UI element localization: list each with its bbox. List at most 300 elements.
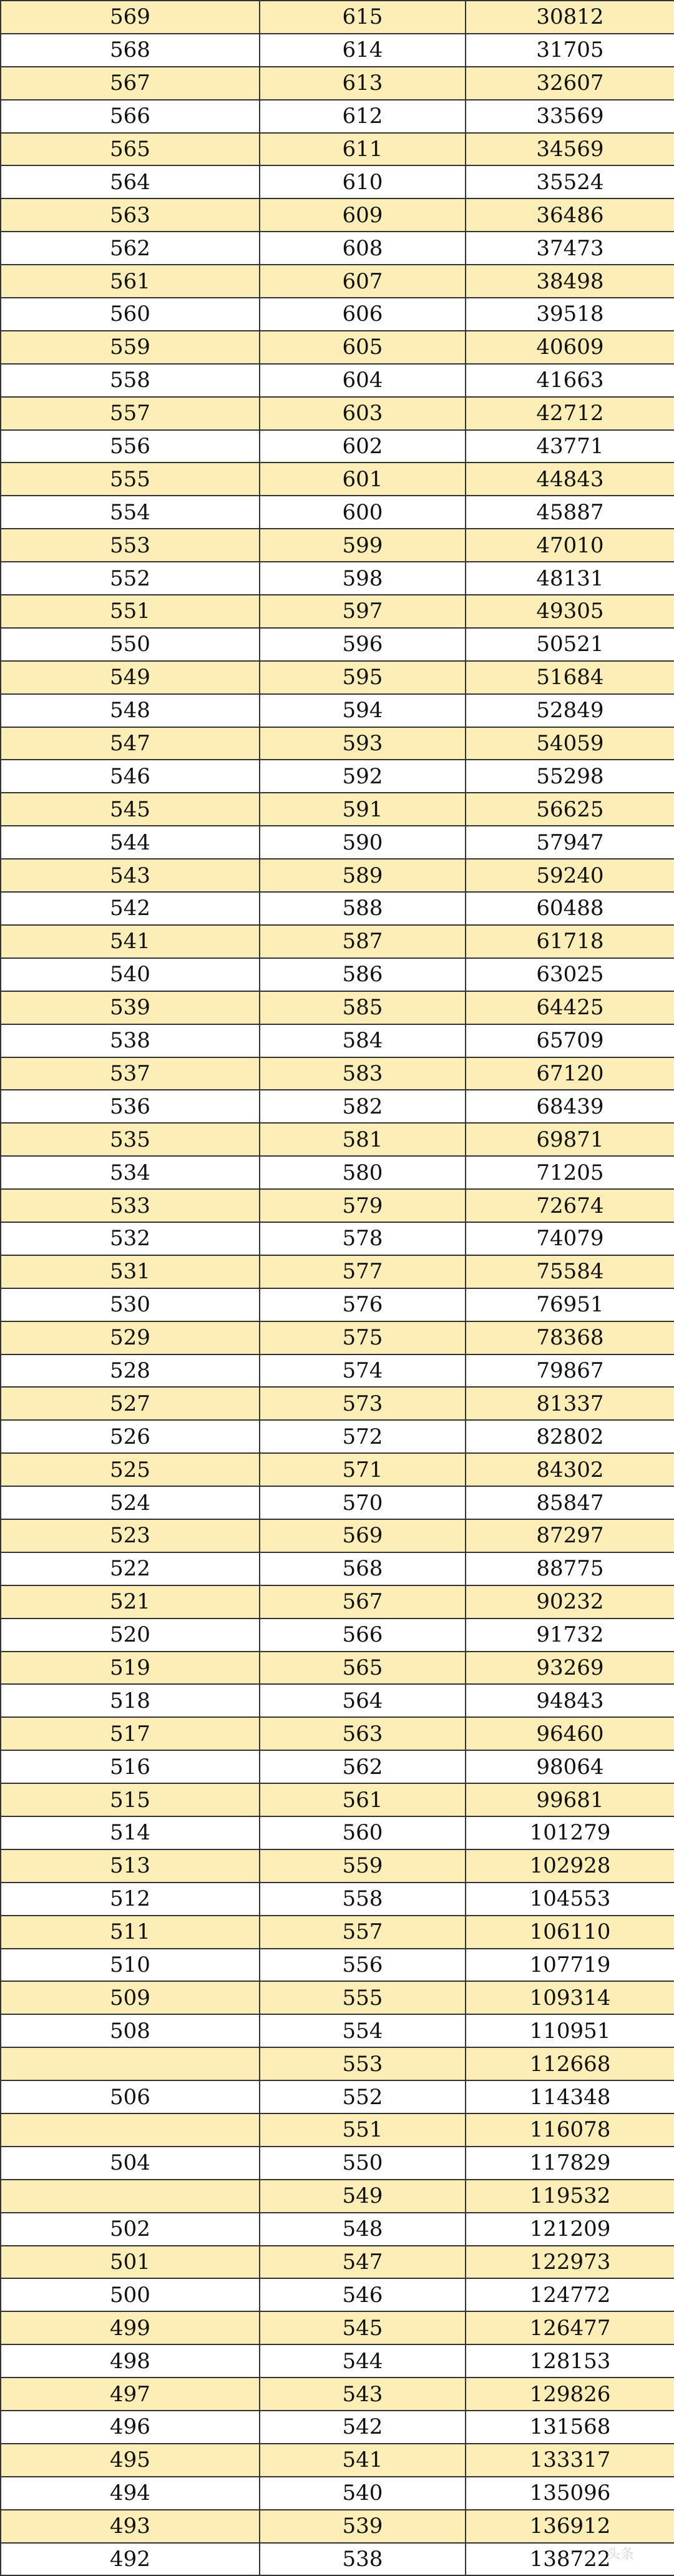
cumulative-count-cell: 128153 [466, 2344, 674, 2378]
score-a-cell: 513 [1, 1849, 260, 1883]
cumulative-count-cell: 133317 [466, 2444, 674, 2477]
cumulative-count-cell: 98064 [466, 1750, 674, 1783]
cumulative-count-cell: 55298 [466, 760, 674, 793]
score-a-cell: 512 [1, 1883, 260, 1916]
cumulative-count-cell: 138722 [466, 2543, 674, 2576]
table-row [1, 760, 674, 793]
score-b-cell: 612 [260, 100, 466, 133]
cumulative-count-cell: 38498 [466, 265, 674, 298]
cumulative-count-cell: 78368 [466, 1321, 674, 1354]
score-b-cell: 586 [260, 958, 466, 991]
score-a-cell: 502 [1, 2213, 260, 2246]
cumulative-count-cell: 122973 [466, 2246, 674, 2279]
score-b-cell: 547 [260, 2246, 466, 2279]
score-b-cell: 568 [260, 1552, 466, 1585]
table-row [1, 2543, 674, 2576]
score-b-cell: 551 [260, 2113, 466, 2147]
table-row [1, 2344, 674, 2378]
table-row [1, 1883, 674, 1916]
table-row [1, 1717, 674, 1750]
score-b-cell: 610 [260, 165, 466, 198]
score-a-cell: 564 [1, 165, 260, 198]
score-a-cell: 516 [1, 1750, 260, 1783]
table-row [1, 694, 674, 727]
score-a-cell: 532 [1, 1222, 260, 1255]
score-a-cell: 540 [1, 958, 260, 991]
score-a-cell: 531 [1, 1255, 260, 1288]
table-body [1, 1, 674, 2575]
cumulative-count-cell: 40609 [466, 331, 674, 364]
cumulative-count-cell: 32607 [466, 67, 674, 100]
cumulative-count-cell: 96460 [466, 1717, 674, 1750]
score-b-cell: 555 [260, 1981, 466, 2014]
cumulative-count-cell: 82802 [466, 1420, 674, 1453]
score-b-cell: 544 [260, 2344, 466, 2378]
cumulative-count-cell: 52849 [466, 694, 674, 727]
score-b-cell: 590 [260, 826, 466, 859]
score-a-cell: 556 [1, 430, 260, 463]
table-row [1, 1684, 674, 1717]
score-a-cell: 525 [1, 1453, 260, 1486]
cumulative-count-cell: 114348 [466, 2080, 674, 2113]
cumulative-count-cell: 121209 [466, 2213, 674, 2246]
score-a-cell: 522 [1, 1552, 260, 1585]
cumulative-count-cell: 43771 [466, 430, 674, 463]
score-a-cell: 521 [1, 1585, 260, 1619]
score-a-cell: 552 [1, 562, 260, 595]
cumulative-count-cell: 69871 [466, 1123, 674, 1156]
score-b-cell: 611 [260, 133, 466, 166]
table-row [1, 1783, 674, 1816]
table-row [1, 1750, 674, 1783]
score-b-cell: 556 [260, 1949, 466, 1982]
table-row [1, 859, 674, 892]
table-row [1, 661, 674, 694]
cumulative-count-cell: 102928 [466, 1849, 674, 1883]
score-a-cell: 553 [1, 529, 260, 562]
cumulative-count-cell: 90232 [466, 1585, 674, 1619]
score-a-cell: 515 [1, 1783, 260, 1816]
table-row [1, 331, 674, 364]
score-b-cell: 598 [260, 562, 466, 595]
cumulative-count-cell: 72674 [466, 1189, 674, 1222]
score-a-cell: 539 [1, 991, 260, 1024]
score-b-cell: 581 [260, 1123, 466, 1156]
score-a-cell: 524 [1, 1486, 260, 1519]
table-row [1, 727, 674, 760]
score-a-cell: 492 [1, 2543, 260, 2576]
cumulative-count-cell: 56625 [466, 793, 674, 826]
score-a-cell: 497 [1, 2378, 260, 2411]
table-row [1, 1354, 674, 1388]
score-b-cell: 546 [260, 2278, 466, 2311]
cumulative-count-cell: 110951 [466, 2014, 674, 2047]
score-b-cell: 577 [260, 1255, 466, 1288]
table-row [1, 1123, 674, 1156]
table-row [1, 198, 674, 232]
cumulative-count-cell: 61718 [466, 925, 674, 958]
cumulative-count-cell: 87297 [466, 1519, 674, 1552]
score-a-cell: 554 [1, 496, 260, 529]
table-row [1, 2113, 674, 2147]
score-a-cell: 565 [1, 133, 260, 166]
score-a-cell: 548 [1, 694, 260, 727]
table-row [1, 34, 674, 67]
cumulative-count-cell: 33569 [466, 100, 674, 133]
table-row [1, 925, 674, 958]
score-b-cell: 600 [260, 496, 466, 529]
cumulative-count-cell: 35524 [466, 165, 674, 198]
cumulative-count-cell: 101279 [466, 1816, 674, 1849]
score-a-cell: 530 [1, 1288, 260, 1321]
table-row [1, 1090, 674, 1123]
score-a-cell: 566 [1, 100, 260, 133]
score-b-cell: 599 [260, 529, 466, 562]
score-b-cell: 606 [260, 298, 466, 331]
score-a-cell: 551 [1, 595, 260, 628]
score-a-cell: 542 [1, 892, 260, 925]
score-b-cell: 548 [260, 2213, 466, 2246]
cumulative-count-cell: 131568 [466, 2411, 674, 2444]
table-row [1, 1420, 674, 1453]
table-row [1, 133, 674, 166]
score-b-cell: 601 [260, 463, 466, 496]
table-row [1, 2278, 674, 2311]
table-row [1, 397, 674, 430]
score-a-cell: 517 [1, 1717, 260, 1750]
score-b-cell: 562 [260, 1750, 466, 1783]
cumulative-count-cell: 51684 [466, 661, 674, 694]
table-row [1, 1057, 674, 1090]
table-row [1, 991, 674, 1024]
cumulative-count-cell: 112668 [466, 2047, 674, 2080]
score-b-cell: 538 [260, 2543, 466, 2576]
score-a-cell: 500 [1, 2278, 260, 2311]
table-row [1, 100, 674, 133]
score-b-cell: 558 [260, 1883, 466, 1916]
table-row [1, 2411, 674, 2444]
score-b-cell: 591 [260, 793, 466, 826]
score-b-cell: 550 [260, 2147, 466, 2180]
table-row [1, 1816, 674, 1849]
cumulative-count-cell: 106110 [466, 1916, 674, 1949]
table-row [1, 1387, 674, 1420]
table-row [1, 1552, 674, 1585]
score-a-cell: 504 [1, 2147, 260, 2180]
score-a-cell: 493 [1, 2510, 260, 2543]
score-b-cell: 588 [260, 892, 466, 925]
score-b-cell: 604 [260, 364, 466, 397]
cumulative-count-cell: 34569 [466, 133, 674, 166]
score-a-cell: 560 [1, 298, 260, 331]
table-row [1, 1222, 674, 1255]
score-b-cell: 553 [260, 2047, 466, 2080]
table-row [1, 529, 674, 562]
cumulative-count-cell: 67120 [466, 1057, 674, 1090]
score-b-cell: 613 [260, 67, 466, 100]
cumulative-count-cell: 109314 [466, 1981, 674, 2014]
score-b-cell: 614 [260, 34, 466, 67]
score-b-cell: 543 [260, 2378, 466, 2411]
score-b-cell: 585 [260, 991, 466, 1024]
score-b-cell: 603 [260, 397, 466, 430]
cumulative-count-cell: 48131 [466, 562, 674, 595]
table-row [1, 826, 674, 859]
table-row [1, 628, 674, 661]
score-a-cell: 533 [1, 1189, 260, 1222]
score-a-cell: 557 [1, 397, 260, 430]
cumulative-count-cell: 45887 [466, 496, 674, 529]
cumulative-count-cell: 63025 [466, 958, 674, 991]
score-a-cell: 508 [1, 2014, 260, 2047]
score-b-cell: 595 [260, 661, 466, 694]
cumulative-count-cell: 42712 [466, 397, 674, 430]
cumulative-count-cell: 84302 [466, 1453, 674, 1486]
cumulative-count-cell: 81337 [466, 1387, 674, 1420]
score-a-cell: 523 [1, 1519, 260, 1552]
score-b-cell: 597 [260, 595, 466, 628]
score-a-cell: 536 [1, 1090, 260, 1123]
score-a-cell: 527 [1, 1387, 260, 1420]
cumulative-count-cell: 30812 [466, 1, 674, 34]
score-b-cell: 605 [260, 331, 466, 364]
cumulative-count-cell: 74079 [466, 1222, 674, 1255]
score-a-cell: 567 [1, 67, 260, 100]
table-row [1, 1321, 674, 1354]
cumulative-count-cell: 60488 [466, 892, 674, 925]
score-b-cell: 572 [260, 1420, 466, 1453]
score-b-cell: 593 [260, 727, 466, 760]
cumulative-count-cell: 136912 [466, 2510, 674, 2543]
score-b-cell: 609 [260, 198, 466, 232]
table-row [1, 165, 674, 198]
score-b-cell: 542 [260, 2411, 466, 2444]
table-row [1, 2180, 674, 2213]
table-row [1, 1849, 674, 1883]
table-row [1, 1619, 674, 1652]
table-row [1, 1916, 674, 1949]
score-b-cell: 592 [260, 760, 466, 793]
table-row [1, 1486, 674, 1519]
table-row [1, 2014, 674, 2047]
score-a-cell: 555 [1, 463, 260, 496]
score-a-cell: 520 [1, 1619, 260, 1652]
cumulative-count-cell: 119532 [466, 2180, 674, 2213]
score-a-cell: 538 [1, 1024, 260, 1057]
cumulative-count-cell: 104553 [466, 1883, 674, 1916]
score-b-cell: 578 [260, 1222, 466, 1255]
score-a-cell [1, 2113, 260, 2147]
cumulative-count-cell: 31705 [466, 34, 674, 67]
table-row [1, 2311, 674, 2344]
score-a-cell: 528 [1, 1354, 260, 1388]
watermark: 头条 [606, 2547, 634, 2562]
score-a-cell: 499 [1, 2311, 260, 2344]
score-b-cell: 589 [260, 859, 466, 892]
cumulative-count-cell: 76951 [466, 1288, 674, 1321]
score-a-cell: 569 [1, 1, 260, 34]
cumulative-count-cell: 94843 [466, 1684, 674, 1717]
score-a-cell: 506 [1, 2080, 260, 2113]
score-a-cell: 544 [1, 826, 260, 859]
score-a-cell: 495 [1, 2444, 260, 2477]
table-row [1, 265, 674, 298]
score-a-cell: 511 [1, 1916, 260, 1949]
cumulative-count-cell: 93269 [466, 1652, 674, 1685]
score-b-cell: 608 [260, 232, 466, 265]
score-a-cell: 547 [1, 727, 260, 760]
table-row [1, 67, 674, 100]
cumulative-count-cell: 129826 [466, 2378, 674, 2411]
score-a-cell: 559 [1, 331, 260, 364]
table-row [1, 1156, 674, 1189]
cumulative-count-cell: 65709 [466, 1024, 674, 1057]
table-row [1, 2477, 674, 2510]
cumulative-count-cell: 116078 [466, 2113, 674, 2147]
cumulative-count-cell: 71205 [466, 1156, 674, 1189]
score-b-cell: 607 [260, 265, 466, 298]
table-row [1, 463, 674, 496]
score-a-cell: 563 [1, 198, 260, 232]
score-a-cell: 558 [1, 364, 260, 397]
cumulative-count-cell: 79867 [466, 1354, 674, 1388]
score-a-cell: 550 [1, 628, 260, 661]
score-a-cell: 562 [1, 232, 260, 265]
table-row [1, 2147, 674, 2180]
table-row [1, 892, 674, 925]
score-b-cell: 575 [260, 1321, 466, 1354]
score-b-cell: 564 [260, 1684, 466, 1717]
table-row [1, 1949, 674, 1982]
score-a-cell: 545 [1, 793, 260, 826]
cumulative-count-cell: 36486 [466, 198, 674, 232]
cumulative-count-cell: 64425 [466, 991, 674, 1024]
score-b-cell: 566 [260, 1619, 466, 1652]
cumulative-count-cell: 99681 [466, 1783, 674, 1816]
score-a-cell: 529 [1, 1321, 260, 1354]
table-row [1, 232, 674, 265]
cumulative-count-cell: 49305 [466, 595, 674, 628]
score-a-cell: 510 [1, 1949, 260, 1982]
cumulative-count-cell: 41663 [466, 364, 674, 397]
score-a-cell: 496 [1, 2411, 260, 2444]
cumulative-count-cell: 68439 [466, 1090, 674, 1123]
table-row [1, 2378, 674, 2411]
table-row [1, 1981, 674, 2014]
score-b-cell: 579 [260, 1189, 466, 1222]
table-row [1, 1288, 674, 1321]
cumulative-count-cell: 39518 [466, 298, 674, 331]
cumulative-count-cell: 124772 [466, 2278, 674, 2311]
score-b-cell: 559 [260, 1849, 466, 1883]
cumulative-count-cell: 59240 [466, 859, 674, 892]
score-b-cell: 570 [260, 1486, 466, 1519]
table-row [1, 1189, 674, 1222]
cumulative-count-cell: 47010 [466, 529, 674, 562]
score-b-cell: 574 [260, 1354, 466, 1388]
cumulative-count-cell: 50521 [466, 628, 674, 661]
score-b-cell: 552 [260, 2080, 466, 2113]
table-row [1, 1024, 674, 1057]
score-a-cell: 541 [1, 925, 260, 958]
score-a-cell [1, 2047, 260, 2080]
score-b-cell: 573 [260, 1387, 466, 1420]
score-b-cell: 561 [260, 1783, 466, 1816]
table-row [1, 958, 674, 991]
table-row [1, 562, 674, 595]
score-a-cell: 546 [1, 760, 260, 793]
score-b-cell: 565 [260, 1652, 466, 1685]
cumulative-count-cell: 135096 [466, 2477, 674, 2510]
score-a-cell: 549 [1, 661, 260, 694]
score-b-cell: 557 [260, 1916, 466, 1949]
table-row [1, 2444, 674, 2477]
cumulative-count-cell: 91732 [466, 1619, 674, 1652]
score-b-cell: 540 [260, 2477, 466, 2510]
score-b-cell: 582 [260, 1090, 466, 1123]
score-b-cell: 541 [260, 2444, 466, 2477]
table-row [1, 2246, 674, 2279]
score-b-cell: 615 [260, 1, 466, 34]
score-a-cell: 519 [1, 1652, 260, 1685]
cumulative-count-cell: 88775 [466, 1552, 674, 1585]
score-b-cell: 545 [260, 2311, 466, 2344]
score-a-cell: 534 [1, 1156, 260, 1189]
score-a-cell: 509 [1, 1981, 260, 2014]
table-row [1, 1652, 674, 1685]
table-row [1, 2510, 674, 2543]
score-b-cell: 563 [260, 1717, 466, 1750]
cumulative-count-cell: 126477 [466, 2311, 674, 2344]
score-a-cell: 568 [1, 34, 260, 67]
score-b-cell: 549 [260, 2180, 466, 2213]
cumulative-count-cell: 85847 [466, 1486, 674, 1519]
cumulative-count-cell: 37473 [466, 232, 674, 265]
score-a-cell: 514 [1, 1816, 260, 1849]
score-b-cell: 554 [260, 2014, 466, 2047]
cumulative-count-cell: 44843 [466, 463, 674, 496]
score-a-cell: 537 [1, 1057, 260, 1090]
score-a-cell: 543 [1, 859, 260, 892]
score-b-cell: 571 [260, 1453, 466, 1486]
table-row [1, 793, 674, 826]
score-a-cell: 526 [1, 1420, 260, 1453]
score-b-cell: 584 [260, 1024, 466, 1057]
score-a-cell: 501 [1, 2246, 260, 2279]
score-a-cell [1, 2180, 260, 2213]
score-b-cell: 596 [260, 628, 466, 661]
table-row [1, 1453, 674, 1486]
cumulative-count-cell: 75584 [466, 1255, 674, 1288]
score-a-cell: 498 [1, 2344, 260, 2378]
cumulative-count-cell: 57947 [466, 826, 674, 859]
table-row [1, 1519, 674, 1552]
score-b-cell: 560 [260, 1816, 466, 1849]
table-row [1, 430, 674, 463]
table-row [1, 496, 674, 529]
table-row [1, 2213, 674, 2246]
table-row [1, 1585, 674, 1619]
score-b-cell: 576 [260, 1288, 466, 1321]
cumulative-count-cell: 117829 [466, 2147, 674, 2180]
score-a-cell: 535 [1, 1123, 260, 1156]
score-a-cell: 494 [1, 2477, 260, 2510]
score-b-cell: 602 [260, 430, 466, 463]
table-row [1, 364, 674, 397]
table-row [1, 2047, 674, 2080]
score-b-cell: 580 [260, 1156, 466, 1189]
table-row [1, 1255, 674, 1288]
